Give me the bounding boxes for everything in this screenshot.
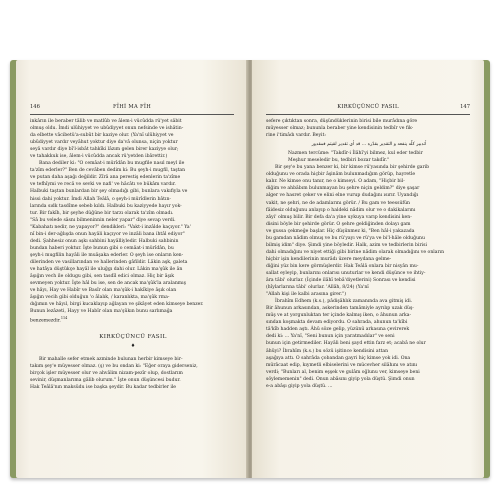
text-line: İbrahîm Edhem (k.s.), pâdişâhlık zamanında ava gitmiş idi. xyxy=(275,299,413,305)
text-line: bundan haberi yoktur. İşte bunun gibi o cemâat-i mürîdân, bu xyxy=(30,245,174,251)
text-line: Nazmen tercüme: "Takdîr-i İlâhî'yi bilmez, kul eder tedbir xyxy=(288,151,423,157)
text-line: âşığın vech ile oldugu gibi, sen tasdîl edici olmaz. Hiç bir âşık xyxy=(30,274,175,280)
text-line: ve hâyı, Hay ve Habîr ve Basîr olan ma'şûk-i hakîkiye âşık olan xyxy=(30,288,177,294)
text-line: Hak Teâlâ'nın maksûdu ise başka şeydir. Bu kadar tedbirler ile xyxy=(30,385,177,391)
left-page-number: 146 xyxy=(30,104,40,110)
text-line: âra tâbi' olurlar. (İçinde ilâhî tebâ'diyetlerini) Sonrası ve kendisi xyxy=(266,278,416,284)
chapter-ornament: ♦ xyxy=(130,342,136,349)
text-line: fâidesiz olduğunu anlayıp o haldeki nâdim olur ve o dakikalarını xyxy=(266,207,416,213)
text-line: e-a abâşı giyip yola düştü. ... xyxy=(266,383,333,389)
text-line: vakit, ne şehri, ne de adamlarını görür. / Bu gam ve teessüfün xyxy=(266,200,411,206)
right-page xyxy=(252,60,484,478)
text-line: şeyh-i mugfilin hayâli ile muâşaka ederler. O şeyh ise onların ken- xyxy=(30,252,184,258)
left-page-body xyxy=(30,118,236,391)
text-line: olmuş oldu. İmdi ulûhiyyet ve ubûdiyyet onun nefsinde ve ishâtin- xyxy=(30,126,184,132)
text-line: dilerinden ve vasillarından ve hallerinden gâfildir. Lâkin aşk, galeta xyxy=(30,259,188,265)
text-line: Bana dediler ki: "O cemâat-i mürîdân bu mugfile nasıl meyl ile xyxy=(39,161,185,167)
right-paragraph-a xyxy=(266,118,472,139)
right-paragraph-c xyxy=(266,164,472,298)
text-line: takım şey'e müyesser olmaz. (ş) ve bu ondan ki: "Eğer oraya giderseniz, xyxy=(30,364,198,370)
text-line: hiçbir işin kendilerinin murâdı üzere meydana gelme- xyxy=(266,256,392,262)
text-line: disini böyle bir şehirde görür. O şehre geldiğinden dolayı gam xyxy=(266,221,411,227)
text-line: ve tefhîymi ve recâ ve sevki ve nafi' ve hâcâtı ve bükâm vardır. xyxy=(30,182,176,188)
text-line: Bir şey'e bu yana benzer ki, bir kimse rü'yasında bir şehirde garib xyxy=(275,165,430,171)
text-line: Bir âhunun arkasından, askerinden tamâmiyle ayrılıp uzak düş- xyxy=(266,306,414,312)
text-line: dığımın ve hâyıl, birgi kucaklayıp ağlayan ve şikâyet eden kimseye benzer. xyxy=(30,302,204,308)
text-line: zâyi' olmuş bilir. Bir defa da'a yine uykuya varıp kendisini ken- xyxy=(266,214,412,220)
verse-translation xyxy=(288,150,472,164)
left-running-title: FÎHİ MA FÎH xyxy=(112,104,152,110)
left-paragraph-b xyxy=(30,160,236,325)
text-line: sevinir, düşmanlarıma gâlib olurum." İşte onun düşüncesi budur. xyxy=(30,378,181,384)
text-line: inkârın ile beraber tâlib ve matlûb ve âlem-i vücûdda rü'yet sâbit xyxy=(30,119,182,124)
text-line: birçok işler müyesser olur ve ahvâlim nizam-pezîr olup, dostlarım xyxy=(30,371,183,377)
text-line: ubûdiyyet vardır veyâhut yoktur diye da'vâ olunsa, niçin yoktur xyxy=(30,140,178,146)
text-line: Bir mahalle sefer etmek azminde bulunan herbir kimseye bir- xyxy=(39,356,183,362)
text-line: larında sıdk tasdîme sebeb kıldı. Halbuki bu kaziyyede hayır yok- xyxy=(30,203,182,209)
text-line: diğini yüz bin kere görmüşlerdir. Hak Teâlâ onlara bir nisyân mu- xyxy=(266,263,419,269)
text-line: rine i'timâdı vardır. Beyit: xyxy=(266,133,326,139)
left-page xyxy=(16,60,248,478)
left-paragraph-a xyxy=(30,118,236,160)
arabic-verse: أتدبير كلّه ينفعه و التقدير بقدّره ... قد أي تقدير لقيتم فمقدور xyxy=(311,142,427,148)
chapter-title: KIRKÜÇÜNCÜ FASIL xyxy=(99,333,167,340)
right-page-number: 147 xyxy=(460,104,470,110)
text-line: (hîylarlarına tâbi' olurlar. 'Allâh, 8/24) (Ya'nî xyxy=(266,285,369,291)
right-page-header xyxy=(266,104,470,115)
footnote-reference: 114 xyxy=(60,316,68,321)
text-line: dedi ki: ... Ya'nî, "Seni bunun için yaratmadılar" ve seni xyxy=(266,334,395,340)
right-running-title: KIRKÜÇÜNCÜ FASIL xyxy=(337,104,399,110)
left-paragraph-c xyxy=(30,356,236,391)
text-line: bunun için getirmediler. Hayâli beni şayd ettin farz et; acabâ ne olur xyxy=(266,341,426,347)
text-line: dahi olmadığını ve niyet ettiği gibi birine nâdim olarak olmadığını ve onların xyxy=(266,249,445,255)
text-line: "Allah kişi ile kalbi arasına girer.") xyxy=(266,292,347,298)
text-line: dedi. Şahhesiz onun aşkı sahbini hayâlliyledir. Halbuki sahbinin xyxy=(30,238,179,244)
text-line: Halbuki taştan bunlardan bir şey olmadığı gibi, bunlara vakıfiyla ve xyxy=(30,189,188,195)
text-line: olduğunu ve orada hiçbir âşinâm bulunmadığım görüp, hayretle xyxy=(266,172,416,178)
text-line: ve tahakkuk ise, âlem-i vücûdda ancak rü'yetden ibârettir.) xyxy=(30,154,168,160)
right-page-body xyxy=(266,118,472,390)
text-line: "Sâ bu velede sâsnı bilmeninnin neler yapar" diye sevap verdi. xyxy=(30,217,176,223)
open-book xyxy=(10,60,490,478)
text-line: ve putan daha aşağı değildir. Zîrâ ana perestiş edenlerin ta'zîme xyxy=(30,175,181,181)
text-line: sevmeyen yoktur. İşte hâl bu ise, sen de ancak ma'şûk'la aralanmış xyxy=(30,281,186,287)
text-line: "Kabahatı nedir, ne yapayor?" dendikleri: "Vakt-i inzâlde kaçıyor." Ya' xyxy=(30,224,191,230)
text-line: kalır. Ne kimse onu tanır, ne o kimseyi. O adam, "Hiçbir bil- xyxy=(266,179,405,185)
text-line: ta'zîm ederler?" Ben de cevâben dedim ki: Bu şeyh-i mugfil, taştan xyxy=(30,168,186,174)
text-line: alger ve hasret çeker ve elini elne vurup dudağını ısırır. Uyandığı xyxy=(266,193,419,199)
text-line: sefere çıktıktan sonra, düşündüklerinin birisi bile murâdına göre xyxy=(266,119,418,124)
text-line: sallat eyleyip, bunlarını onlarısı unuturlar ve kendi düşünce ve ihtiy- xyxy=(266,270,426,276)
text-line: âşığın vecih gibi olduğun 'o âlalık, / karanlıkta, ma'şûk rma- xyxy=(30,295,170,301)
text-line: müş ve at yorgunluktan ter içinde kalmış iken, o âhunun arka- xyxy=(266,313,412,319)
text-line: sından koşmakta devam ediyordu. O sahrada, ahunun ta'kîbi xyxy=(266,320,408,326)
text-line: verdi; "Bunları al, benim eşşek ve gulâm oğlunu ver, kimseye beni xyxy=(266,369,420,375)
text-line: söylememenin" dedi. Onun abâsını giyip yola düştü. Şimdi onun xyxy=(266,376,415,382)
text-line: seyâ vardır diye bî'l-isbât tahkîki lâzım gelen birer kaziyye olur; xyxy=(30,147,179,153)
text-line: nî bin-i der-ağlışda onun hayâli kaçıyor ve inzâli bana ihtâl ediyor" xyxy=(30,231,185,237)
text-line: diğim ve ahbâbım bulunmayan bu şehre niçin geldim?" diye şaşar xyxy=(266,186,420,192)
text-line: müyesser olmaz; bununla beraber yine kendisinin tedbîr ve fik- xyxy=(266,126,414,132)
text-line: hissi dahi yoktur. İmdi Allah Teâlâ, o şeyh-i mürîdlerin bâtın- xyxy=(30,196,171,202)
text-line: tur. Bir fakîh, bir şeyhe düğüne bir tarzı olarak ta'zîm olmadı. xyxy=(30,210,174,216)
left-page-header xyxy=(30,104,234,115)
text-line: ve hatâya düştükçe hayâl ile uluğgı dahi olur. Lâkin ma'şûk ile ân xyxy=(30,266,183,272)
text-line: ve gussa çekmeğe başlar. Hiç düşünmez ki, "Ben hâl-i yakazada xyxy=(266,228,415,234)
text-line: aşağıya attı. O sahrâda çobandan gayri hiç kimse yok idi. Ona xyxy=(266,355,411,361)
text-line: bu gamdan nâdim olmuş ve bu rü'yayı ve rü'ya ve bi'l-hâle olduğunu xyxy=(266,235,425,241)
right-paragraph-d xyxy=(266,298,472,390)
text-line: benzemezdir.$^{114}$ xyxy=(30,316,68,324)
text-line: da elbette vâcibetü'a-subût bir kaziye olur. (Ya'nî ulûhiyyet ve xyxy=(30,133,174,139)
text-line: Meşhur meseledir bu, tedbiri bozar takdîr." xyxy=(288,158,390,164)
text-line: bilmiş idim" diye. Şimdi yine böyledir. Halk, azim ve tedbirlerin birisi xyxy=(266,242,427,248)
text-line: Bunun lezâzeti, Hayy ve Habîr olan ma'şûkın bunu sarlımağa xyxy=(30,309,173,315)
text-line: tâ'kîb hadden aştı. Âhû söze gelip, yüzünü arkasına çevirerek xyxy=(266,327,410,333)
text-line: mürâcaat edip, kıymetli elbiselerini ve mücevher silâhını ve atını xyxy=(266,362,418,368)
text-line: âhûyi? İbrahîm (k.s.) bu sözü işitince kendisini attan xyxy=(266,348,389,354)
